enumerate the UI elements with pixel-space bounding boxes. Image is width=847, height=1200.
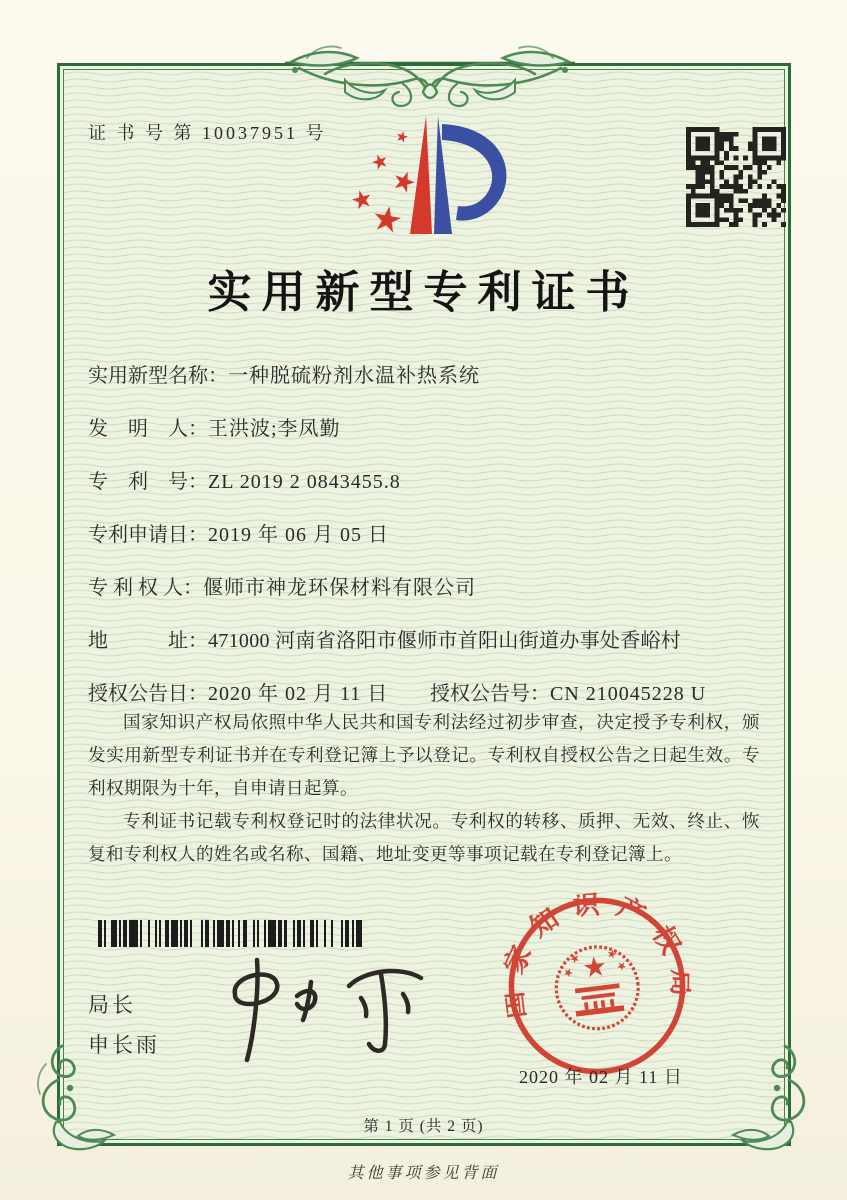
field-pair-grant-number bbox=[430, 680, 706, 708]
field-value-filing-date: 2019 年 06 月 05 日 bbox=[208, 524, 389, 546]
national-emblem-icon bbox=[552, 942, 643, 1033]
field-label-grant-date: 授权公告日： bbox=[88, 683, 208, 705]
field-label-patent-number: 专 利 号： bbox=[88, 471, 208, 493]
qr-code bbox=[686, 127, 786, 227]
certificate-number: 证 书 号 第 10037951 号 bbox=[88, 123, 327, 143]
commissioner-signature bbox=[205, 952, 455, 1067]
seal-date: 2020 年 02 月 11 日 bbox=[519, 1067, 683, 1087]
officer-name: 申长雨 bbox=[88, 1033, 160, 1057]
legal-paragraph-2: 专利证书记载专利权登记时的法律状况。专利权的转移、质押、无效、终止、恢复和专利权人的姓名或名称、国籍、地址变更等事项记载在专利登记簿上。 bbox=[88, 810, 760, 864]
legal-paragraph-1: 国家知识产权局依照中华人民共和国专利法经过初步审查，决定授予专利权，颁发实用新型专利证书并在专利登记簿上予以登记。专利权自授权公告之日起生效。专利权期限为十年，自申请日起算。 bbox=[88, 712, 760, 798]
field-row-patentee bbox=[88, 574, 760, 627]
field-value-patent-number: ZL 2019 2 0843455.8 bbox=[208, 471, 401, 493]
field-label-name: 实用新型名称： bbox=[88, 365, 228, 387]
field-row-inventor bbox=[88, 415, 760, 468]
field-row-patent-number bbox=[88, 468, 760, 521]
seal-text: 国家知识产权局 bbox=[496, 888, 697, 1021]
logo-blue-p bbox=[434, 116, 506, 234]
back-side-note: 其他事项参见背面 bbox=[347, 1165, 500, 1182]
field-label-patentee: 专 利 权 人： bbox=[88, 577, 203, 599]
logo-red-wedge bbox=[410, 116, 432, 234]
cnipa-patent-logo bbox=[338, 110, 520, 240]
barcode bbox=[98, 920, 430, 947]
field-value-address: 471000 河南省洛阳市偃师市首阳山街道办事处香峪村 bbox=[208, 630, 682, 652]
page-number: 第 1 页 (共 2 页) bbox=[363, 1118, 484, 1135]
logo-stars bbox=[350, 130, 417, 234]
bottom-left-flourish-ornament bbox=[28, 1044, 120, 1156]
field-label-filing-date: 专利申请日： bbox=[88, 524, 208, 546]
field-value-name: 一种脱硫粉剂水温补热系统 bbox=[228, 365, 480, 387]
field-value-patentee: 偃师市神龙环保材料有限公司 bbox=[203, 577, 476, 599]
field-label-inventor: 发 明 人： bbox=[88, 418, 208, 440]
certificate-fields bbox=[88, 362, 760, 733]
field-value-inventor: 王洪波;李凤勤 bbox=[208, 418, 341, 440]
legal-text bbox=[88, 706, 760, 870]
field-value-grant-date: 2020 年 02 月 11 日 bbox=[208, 683, 389, 705]
top-flourish-ornament bbox=[285, 40, 575, 114]
official-seal bbox=[493, 882, 700, 1089]
field-label-address: 地 址： bbox=[88, 630, 208, 652]
bottom-right-flourish-ornament bbox=[727, 1044, 819, 1156]
field-label-grant-number: 授权公告号： bbox=[430, 683, 550, 705]
field-value-grant-number: CN 210045228 U bbox=[550, 683, 707, 705]
field-row-address bbox=[88, 627, 760, 680]
field-row-filing-date bbox=[88, 521, 760, 574]
field-row-name bbox=[88, 362, 760, 415]
officer-title: 局长 bbox=[88, 993, 136, 1017]
certificate-title: 实用新型专利证书 bbox=[207, 268, 640, 317]
